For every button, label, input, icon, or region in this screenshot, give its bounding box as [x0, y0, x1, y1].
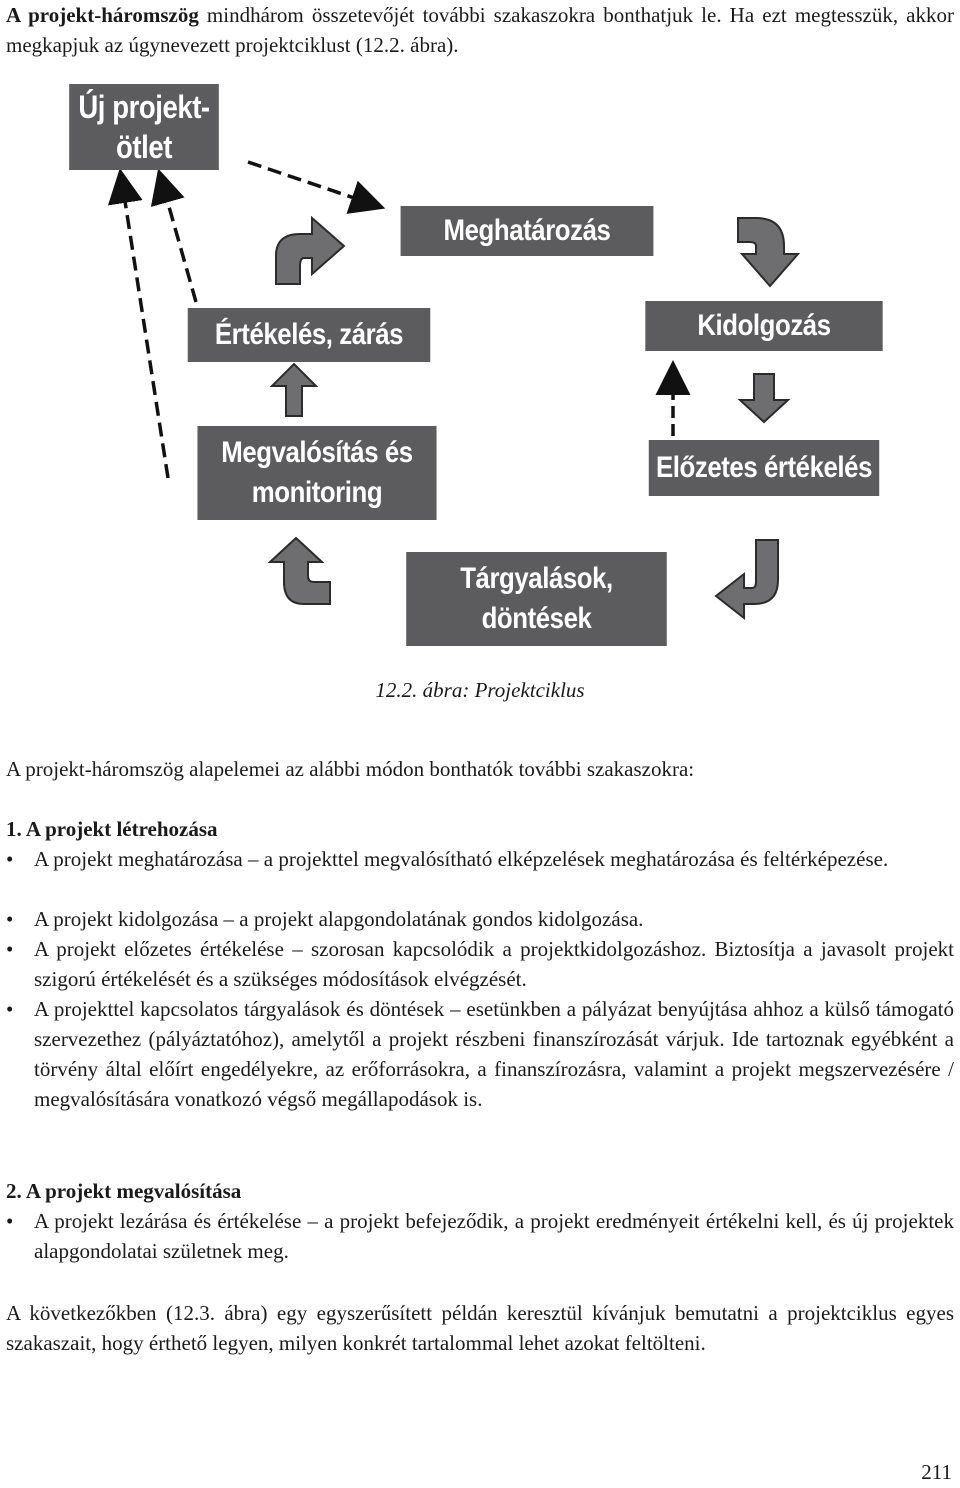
page-number: 211 — [921, 1460, 952, 1484]
box-pre-assessment-label: Előzetes értékelés — [656, 451, 872, 484]
bullet-glyph: • — [6, 1209, 14, 1233]
section1-bullet-2 — [6, 904, 954, 934]
section1-bullet-4-text: A projekttel kapcsolatos tárgyalások és döntések – esetünkben a pályázat benyújtása ahhoz a külső támogató szervezethez (pályáztatóhoz), amelytől a projekt részbeni finanszírozását várjuk. Ide tartoznak egyébként a törvény által előírt engedélyekre, az erőforrásokra, a finanszírozásra, valamint a projekt megszervezésére / megvalósítására vonatkozó végső megállapodások is. — [34, 997, 954, 1111]
dashed-line-monitoring-to-idea — [122, 182, 168, 478]
curved-arrow-to-negotiations — [716, 540, 778, 618]
box-definition-label: Meghatározás — [443, 214, 611, 247]
box-implementation-line1: Megvalósítás és — [221, 436, 413, 469]
box-implementation-line2: monitoring — [251, 476, 383, 509]
box-definition — [401, 206, 654, 256]
section1-bullet-1-text: A projekt meghatározása – a projekttel megvalósítható elképzelések meghatározása és feltérképezése. — [34, 847, 889, 871]
dashed-arrow-idea-to-definition — [248, 162, 372, 204]
curved-arrow-to-definition — [276, 218, 344, 284]
curved-arrow-to-implementation — [270, 538, 330, 604]
section1-heading: 1. A projekt létrehozása — [6, 817, 218, 841]
section1-bullet-3 — [6, 934, 954, 994]
bullet-glyph: • — [6, 937, 14, 961]
section1-bullet-3-text: A projekt előzetes értékelése – szorosan kapcsolódik a projektkidolgozáshoz. Biztosítja a javasolt projekt szigorú értékelését és a szükséges módosítások elvégzését. — [34, 937, 954, 991]
box-negotiations-line2: döntések — [481, 602, 592, 635]
box-new-project-idea-line2: ötlet — [116, 129, 172, 165]
figure-caption: 12.2. ábra: Projektciklus — [375, 678, 585, 702]
box-evaluation-closing — [188, 308, 431, 362]
section2-bullet-1-text: A projekt lezárása és értékelése – a projekt befejeződik, a projekt eredményeit értékelni kell, és új projektek alapgondolatai születnek meg. — [34, 1209, 954, 1263]
box-elaboration-label: Kidolgozás — [697, 309, 831, 342]
section1-bullet-1 — [6, 844, 954, 874]
project-cycle-diagram — [0, 70, 960, 670]
closing-paragraph: A következőkben (12.3. ábra) egy egyszerűsített példán keresztül kívánjuk bemutatni a projektciklus egyes szakaszait, hogy érthető legyen, milyen konkrét tartalommal lehet azokat feltölteni. — [6, 1301, 954, 1355]
section1-bullet-4 — [6, 994, 954, 1114]
section2-bullet-1 — [6, 1206, 954, 1266]
curved-arrow-to-elaboration — [738, 218, 798, 286]
box-evaluation-closing-label: Értékelés, zárás — [214, 318, 404, 351]
box-new-project-idea — [69, 84, 219, 170]
box-pre-assessment — [649, 440, 879, 496]
section1-bullet-2-text: A projekt kidolgozása – a projekt alapgondolatának gondos kidolgozása. — [34, 907, 644, 931]
bullet-glyph: • — [6, 847, 14, 871]
box-negotiations-decisions — [406, 552, 667, 646]
dashed-line-evaluation-to-idea — [162, 182, 196, 302]
intro-term: A projekt-háromszög — [6, 3, 199, 27]
box-new-project-idea-line1: Új projekt- — [78, 89, 210, 125]
bullet-glyph: • — [6, 907, 14, 931]
bullet-glyph: • — [6, 997, 14, 1021]
box-elaboration — [645, 301, 882, 351]
up-arrow-to-evaluation — [272, 364, 316, 416]
lead-paragraph: A projekt-háromszög alapelemei az alábbi módon bonthatók további szakaszokra: — [6, 757, 695, 781]
section2-heading: 2. A projekt megvalósítása — [6, 1179, 242, 1203]
intro-rest: mindhárom összetevőjét további szakaszokra bonthatjuk le. Ha ezt megtesszük, akkor megkapjuk az úgynevezett projektciklust (12.2. ábra). — [6, 3, 954, 57]
box-implementation-monitoring — [197, 426, 436, 520]
intro-paragraph — [6, 0, 954, 60]
box-negotiations-line1: Tárgyalások, — [460, 562, 613, 595]
down-arrow-to-preassessment — [740, 374, 788, 422]
